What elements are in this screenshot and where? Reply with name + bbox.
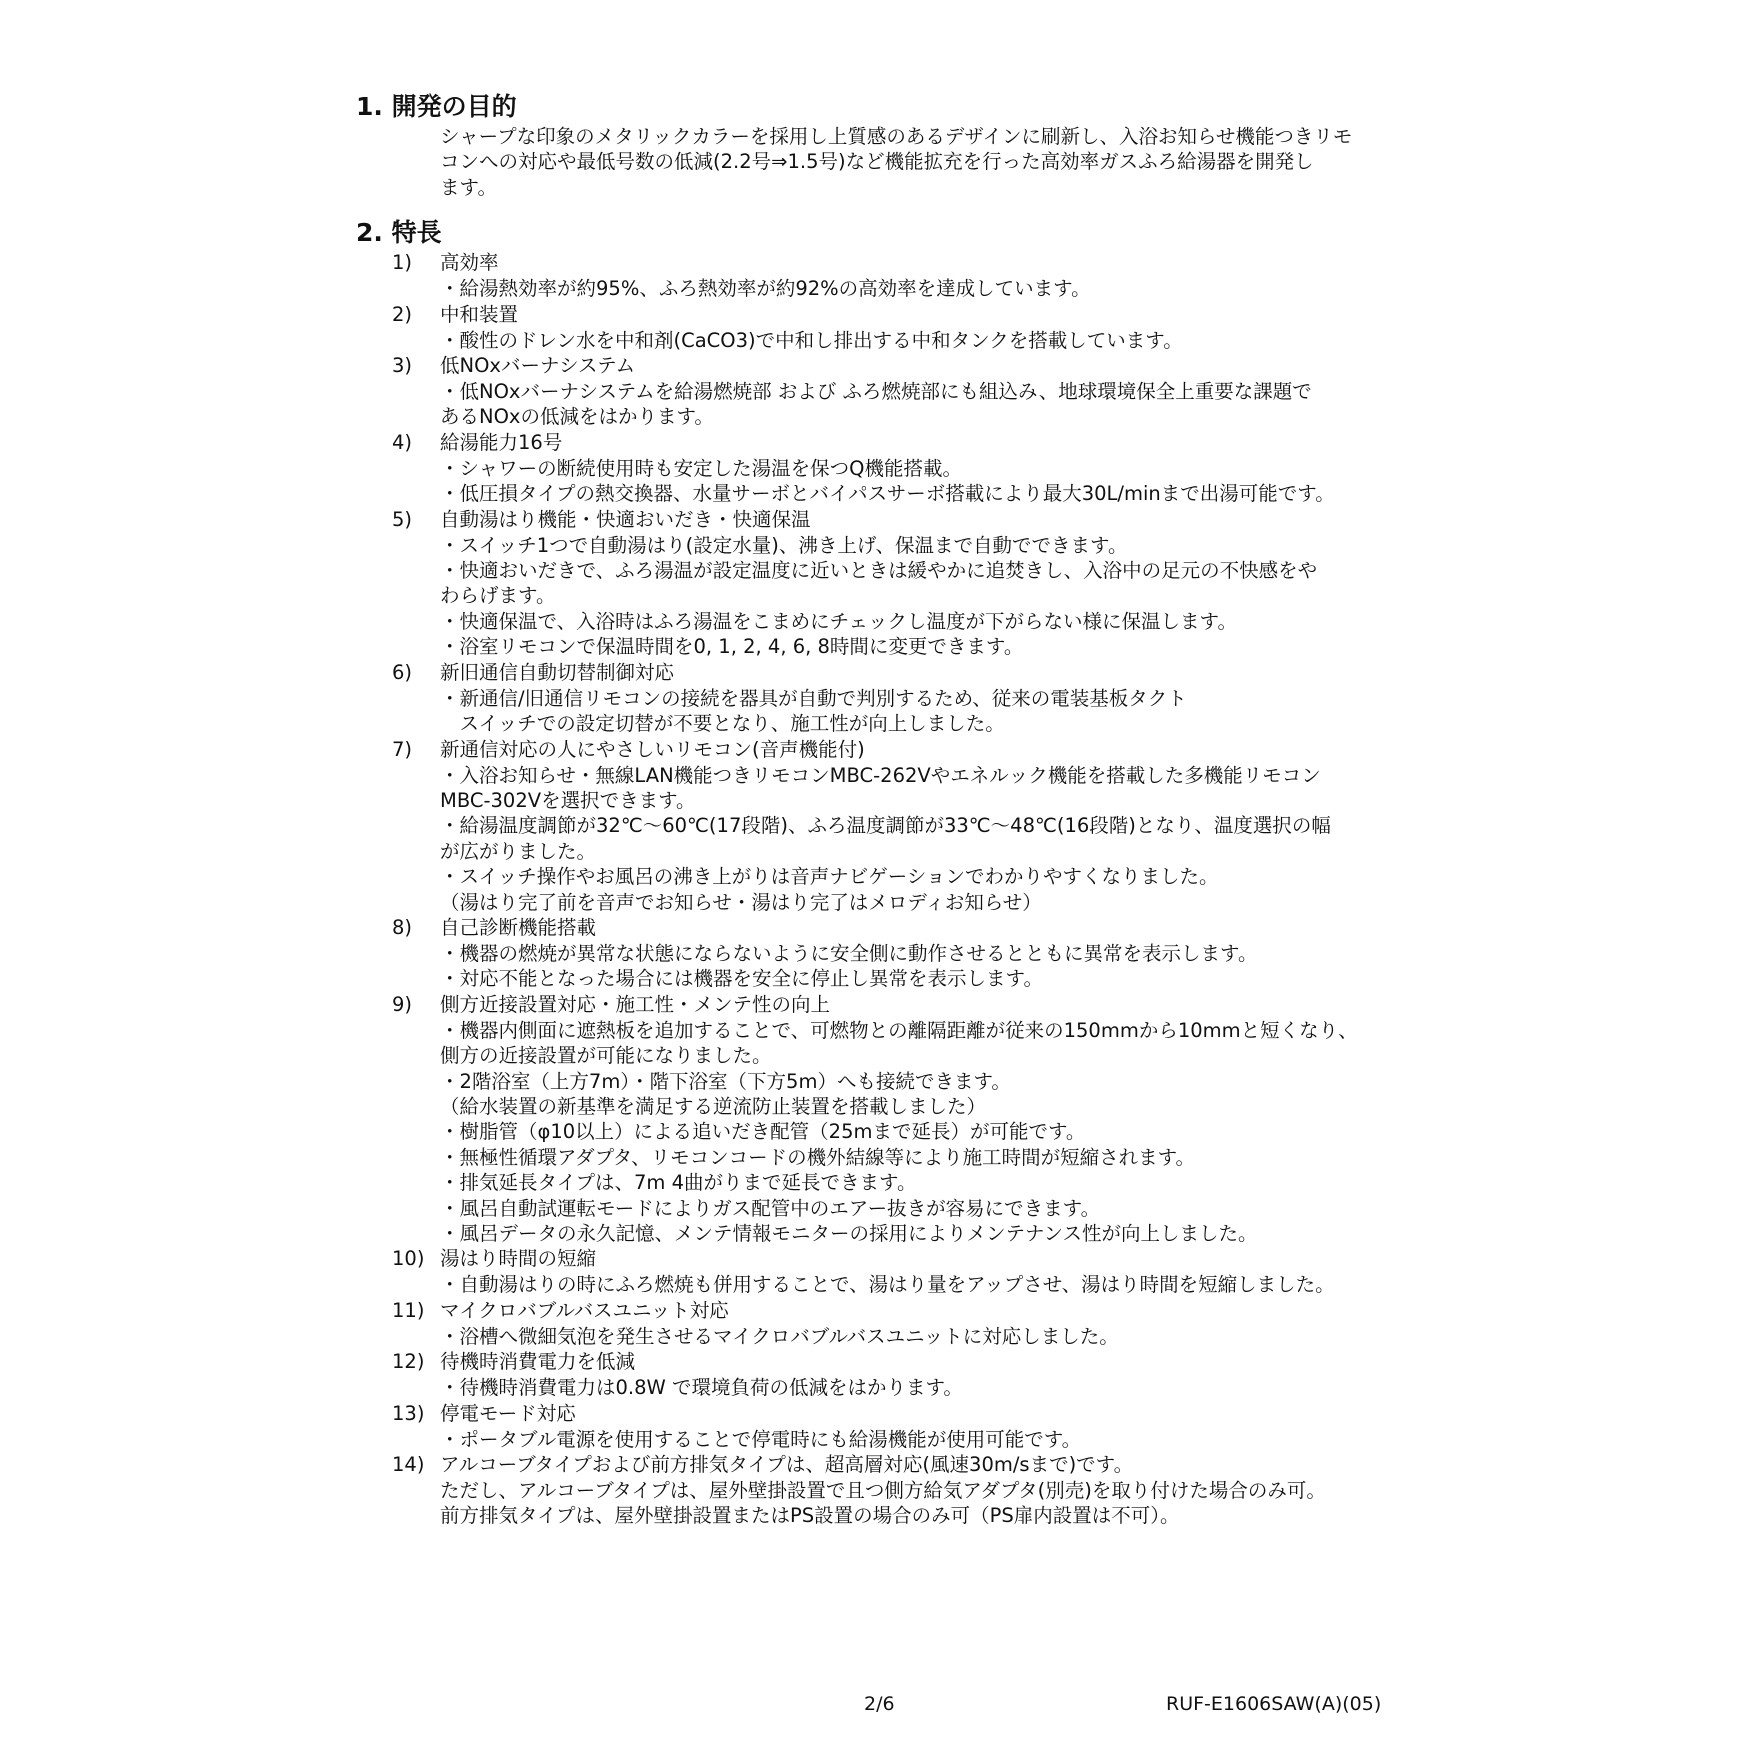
feature-title: 停電モード対応: [440, 1401, 576, 1425]
feature-line: ・2階浴室（上方7m）・階下浴室（下方5m）へも接続できます。: [440, 1069, 1011, 1093]
feature-title: 新旧通信自動切替制御対応: [440, 660, 675, 684]
feature-item: [356, 302, 1416, 353]
feature-title: 給湯能力16号: [440, 430, 563, 454]
feature-number: 6): [392, 660, 413, 684]
section-gap: [356, 200, 1416, 216]
feature-line: ・ポータブル電源を使用することで停電時にも給湯機能が使用可能です。: [440, 1427, 1082, 1451]
feature-line: あるNOxの低減をはかります。: [440, 405, 714, 429]
feature-heading: [356, 250, 1416, 276]
feature-description: [440, 379, 1416, 430]
feature-heading: [356, 1298, 1416, 1324]
feature-heading: [356, 915, 1416, 941]
feature-line: ・シャワーの断続使用時も安定した湯温を保つQ機能搭載。: [440, 456, 962, 480]
feature-heading: [356, 737, 1416, 763]
purpose-line: シャープな印象のメタリックカラーを採用し上質感のあるデザインに刷新し、入浴お知らせ機能つきリモ: [440, 125, 1353, 148]
feature-number: 2): [392, 302, 413, 326]
feature-heading: [356, 302, 1416, 328]
feature-line: （給水装置の新基準を満足する逆流防止装置を搭載しました）: [440, 1094, 987, 1118]
feature-heading: [356, 660, 1416, 686]
feature-line: ・入浴お知らせ・無線LAN機能つきリモコンMBC-262Vやエネルック機能を搭載した多機能リモコン: [440, 763, 1321, 787]
feature-title: 待機時消費電力を低減: [440, 1350, 636, 1374]
feature-line: ・待機時消費電力は0.8W で環境負荷の低減をはかります。: [440, 1376, 963, 1400]
feature-item: [356, 1246, 1416, 1297]
feature-heading: [356, 1401, 1416, 1427]
feature-line: ・機器の燃焼が異常な状態にならないように安全側に動作させるとともに異常を表示します。: [440, 941, 1258, 965]
feature-item: [356, 507, 1416, 660]
feature-line: ・スイッチ1つで自動湯はり(設定水量)、沸き上げ、保温まで自動でできます。: [440, 533, 1128, 557]
feature-item: [356, 1401, 1416, 1452]
feature-item: [356, 915, 1416, 992]
feature-line: ・スイッチ操作やお風呂の沸き上がりは音声ナビゲーションでわかりやすくなりました。: [440, 865, 1219, 889]
section-title-purpose: 1. 開発の目的: [356, 92, 517, 121]
feature-item: [356, 660, 1416, 737]
feature-item: [356, 353, 1416, 430]
feature-description: [440, 1478, 1416, 1529]
section-title-features: 2. 特長: [356, 218, 442, 248]
feature-description: [440, 1427, 1416, 1452]
feature-line: ・自動湯はりの時にふろ燃焼も併用することで、湯はり量をアップさせ、湯はり時間を短縮しました。: [440, 1273, 1335, 1297]
feature-line: ただし、アルコーブタイプは、屋外壁掛設置で且つ側方給気アダプタ(別売)を取り付けた場合のみ可。: [440, 1479, 1326, 1503]
feature-line: MBC-302Vを選択できます。: [440, 788, 696, 812]
feature-number: 8): [392, 915, 413, 939]
feature-line: ・対応不能となった場合には機器を安全に停止し異常を表示します。: [440, 967, 1043, 991]
feature-title: 湯はり時間の短縮: [440, 1247, 597, 1271]
page-number: 2/6: [864, 1693, 895, 1715]
feature-number: 14): [392, 1453, 425, 1477]
feature-line: ・無極性循環アダプタ、リモコンコードの機外結線等により施工時間が短縮されます。: [440, 1145, 1196, 1169]
document-content: [356, 90, 1416, 1529]
feature-description: [440, 1272, 1416, 1297]
feature-description: [440, 456, 1416, 507]
feature-description: [440, 686, 1416, 737]
feature-line: ・排気延長タイプは、7m 4曲がりまで延長できます。: [440, 1171, 917, 1195]
feature-description: [440, 533, 1416, 660]
feature-number: 7): [392, 737, 413, 761]
feature-line: 側方の近接設置が可能になりました。: [440, 1044, 772, 1068]
feature-description: [440, 1375, 1416, 1400]
feature-title: 自己診断機能搭載: [440, 915, 597, 939]
feature-heading: [356, 992, 1416, 1018]
feature-number: 9): [392, 992, 413, 1016]
feature-line: ・給湯温度調節が32℃～60℃(17段階)、ふろ温度調節が33℃～48℃(16段階)となり、温度選択の幅: [440, 814, 1331, 838]
feature-line: ・快適保温で、入浴時はふろ湯温をこまめにチェックし温度が下がらない様に保温します。: [440, 609, 1237, 633]
feature-description: [440, 763, 1416, 915]
purpose-paragraph: [440, 124, 1420, 200]
feature-number: 4): [392, 430, 413, 454]
feature-line: ・浴槽へ微細気泡を発生させるマイクロバブルバスユニットに対応しました。: [440, 1324, 1119, 1348]
purpose-line: ます。: [440, 175, 497, 199]
feature-item: [356, 430, 1416, 507]
feature-line: ・機器内側面に遮熱板を追加することで、可燃物との離隔距離が従来の150mmから10mmと短くなり、: [440, 1018, 1358, 1042]
feature-title: 低NOxバーナシステム: [440, 354, 636, 378]
feature-description: [440, 328, 1416, 353]
feature-number: 12): [392, 1350, 425, 1374]
feature-heading: [356, 353, 1416, 379]
feature-description: [440, 1018, 1416, 1247]
feature-number: 5): [392, 507, 413, 531]
feature-heading: [356, 1452, 1416, 1478]
feature-heading: [356, 507, 1416, 533]
feature-title: 中和装置: [440, 302, 519, 326]
feature-line: 前方排気タイプは、屋外壁掛設置またはPS設置の場合のみ可（PS扉内設置は不可）。: [440, 1504, 1180, 1528]
feature-line: ・樹脂管（φ10以上）による追いだき配管（25mまで延長）が可能です。: [440, 1120, 1086, 1144]
feature-item: [356, 737, 1416, 915]
model-number: RUF-E1606SAW(A)(05): [1166, 1693, 1382, 1715]
feature-item: [356, 250, 1416, 301]
feature-title: マイクロバブルバスユニット対応: [440, 1298, 729, 1322]
feature-number: 11): [392, 1298, 425, 1322]
feature-line: （湯はり完了前を音声でお知らせ・湯はり完了はメロディお知らせ）: [440, 890, 1042, 914]
feature-line: わらげます。: [440, 584, 556, 608]
feature-line: が広がりました。: [440, 839, 597, 863]
feature-item: [356, 1452, 1416, 1529]
feature-number: 13): [392, 1401, 425, 1425]
feature-line: ・低圧損タイプの熱交換器、水量サーボとバイパスサーボ搭載により最大30L/minまで出湯可能です。: [440, 482, 1335, 506]
feature-number: 10): [392, 1247, 425, 1271]
feature-line: ・酸性のドレン水を中和剤(CaCO3)で中和し排出する中和タンクを搭載しています。: [440, 328, 1183, 352]
feature-description: [440, 276, 1416, 301]
feature-heading: [356, 1349, 1416, 1375]
feature-line: ・浴室リモコンで保温時間を0, 1, 2, 4, 6, 8時間に変更できます。: [440, 635, 1024, 659]
feature-line: ・新通信/旧通信リモコンの接続を器具が自動で判別するため、従来の電装基板タクト: [440, 686, 1187, 710]
feature-heading: [356, 430, 1416, 456]
feature-item: [356, 1349, 1416, 1400]
feature-title: アルコーブタイプおよび前方排気タイプは、超高層対応(風速30m/sまで)です。: [440, 1453, 1134, 1477]
feature-item: [356, 1298, 1416, 1349]
feature-heading: [356, 1246, 1416, 1272]
feature-line: ・給湯熱効率が約95%、ふろ熱効率が約92%の高効率を達成しています。: [440, 277, 1091, 301]
feature-line: ・風呂データの永久記憶、メンテ情報モニターの採用によりメンテナンス性が向上しました。: [440, 1222, 1258, 1245]
feature-description: [440, 941, 1416, 992]
feature-line: ・快適おいだきで、ふろ湯温が設定温度に近いときは緩やかに追焚きし、入浴中の足元の不快感をや: [440, 559, 1318, 583]
feature-title: 自動湯はり機能・快適おいだき・快適保温: [440, 507, 811, 531]
feature-number: 3): [392, 354, 413, 378]
feature-number: 1): [392, 251, 413, 275]
feature-line: ・低NOxバーナシステムを給湯燃焼部 および ふろ燃焼部にも組込み、地球環境保全上重要な課題で: [440, 380, 1312, 404]
feature-line: ・風呂自動試運転モードによりガス配管中のエアー抜きが容易にできます。: [440, 1196, 1101, 1220]
feature-title: 側方近接設置対応・施工性・メンテ性の向上: [440, 992, 831, 1016]
feature-list: [356, 250, 1416, 1529]
feature-item: [356, 992, 1416, 1247]
feature-description: [440, 1324, 1416, 1349]
feature-title: 高効率: [440, 251, 499, 275]
purpose-line: コンへの対応や最低号数の低減(2.2号⇒1.5号)など機能拡充を行った高効率ガスふろ給湯器を開発し: [440, 150, 1314, 174]
feature-title: 新通信対応の人にやさしいリモコン(音声機能付): [440, 737, 865, 761]
feature-line: スイッチでの設定切替が不要となり、施工性が向上しました。: [440, 712, 1005, 736]
